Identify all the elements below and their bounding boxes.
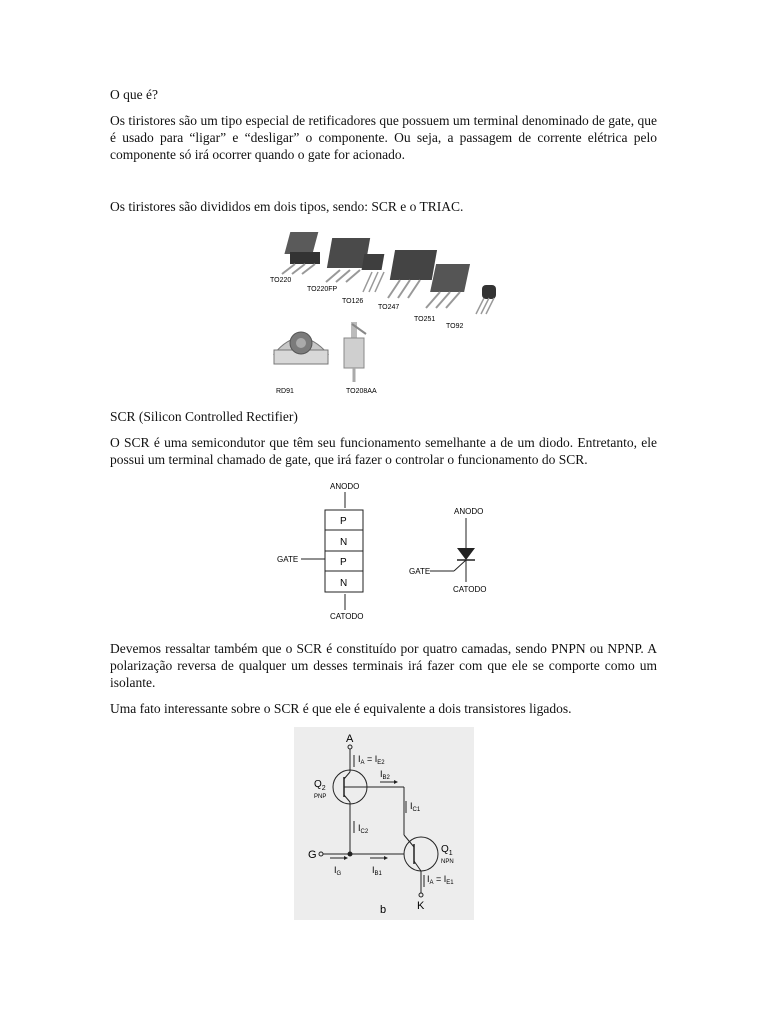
package-label-to247: TO247	[378, 304, 400, 311]
layer-n2: N	[340, 578, 348, 589]
q2-label: Q	[314, 779, 322, 790]
ia-bot-sub: A	[429, 880, 434, 886]
paragraph-types: Os tiristores são divididos em dois tipos, sendo: SCR e o TRIAC.	[110, 199, 464, 214]
ib2-label: I	[380, 769, 383, 779]
package-to92-image	[476, 285, 496, 314]
layers-cathode-label: CATODO	[330, 612, 364, 621]
ib2-sub: B2	[382, 775, 390, 781]
ic1-sub: C1	[412, 807, 421, 813]
paragraph-layers: Devemos ressaltar também que o SCR é constituído por quatro camadas, sendo PNPN ou NPNP. A polarização reversa de qualquer um desses terminais irá fazer com que ele se comporte como um isolante.	[110, 641, 657, 690]
ic2-sub: C2	[360, 829, 369, 835]
paragraph-scr: O SCR é uma semicondutor que têm seu funcionamento semelhante a de um diodo. Entretanto, ele possui um terminal chamado de gate, que irá fazer o controlar o funcionamento do SCR.	[110, 435, 657, 467]
symbol-gate-label: GATE	[409, 567, 431, 576]
package-label-to92: TO92	[446, 323, 464, 330]
package-to247-image	[388, 250, 437, 298]
ib1-sub: B1	[374, 871, 382, 877]
package-label-to251: TO251	[414, 316, 436, 323]
ia-bot-eq-sub: E1	[446, 880, 454, 886]
scr-symbol	[409, 507, 486, 594]
ia-top-label: I	[358, 754, 361, 764]
package-label-to220: TO220	[270, 277, 292, 284]
q1-sub: 1	[448, 850, 453, 857]
package-label-rd91: RD91	[276, 388, 294, 395]
paragraph-intro: Os tiristores são um tipo especial de retificadores que possuem um terminal denominado de gate, que é usado para “ligar” e “desligar” o componente. Ou seja, a passagem de corrente elétrica pelo componente só irá ocorrer quando o gate for acionado.	[110, 113, 657, 162]
node-a-label: A	[346, 733, 354, 745]
ia-top-eq-sub: E2	[377, 760, 385, 766]
q1-type-label: NPN	[441, 859, 454, 865]
symbol-cathode-label: CATODO	[453, 585, 487, 594]
node-k-label: K	[417, 900, 425, 912]
two-transistor-figure	[294, 727, 474, 920]
ig-sub: G	[336, 871, 342, 877]
q1-label: Q	[441, 844, 449, 855]
package-label-to208aa: TO208AA	[346, 388, 377, 395]
ia-top-eq: = I	[364, 754, 378, 764]
package-label-to126: TO126	[342, 298, 364, 305]
heading-scr: SCR (Silicon Controlled Rectifier)	[110, 409, 298, 424]
layers-anode-label: ANODO	[330, 482, 360, 491]
package-to220-image	[282, 232, 320, 274]
package-label-to220fp: TO220FP	[307, 286, 338, 293]
ig-label: I	[334, 865, 337, 875]
ia-bot-eq: = I	[433, 874, 447, 884]
layer-n1: N	[340, 537, 348, 548]
q2-type-label: PNP	[314, 794, 327, 800]
paragraph-fact: Uma fato interessante sobre o SCR é que ele é equivalente a dois transistores ligados.	[110, 701, 572, 716]
symbol-anode-label: ANODO	[454, 507, 484, 516]
figure-caption: b	[380, 904, 387, 916]
package-to208aa-image	[344, 322, 366, 382]
package-rd91-image	[274, 332, 328, 364]
layers-gate-label: GATE	[277, 555, 299, 564]
scr-layers-figure	[275, 478, 490, 626]
ic2-label: I	[358, 823, 361, 833]
ic1-label: I	[410, 801, 413, 811]
q2-sub: 2	[321, 785, 326, 792]
heading-what-is: O que é?	[110, 87, 158, 102]
figure-background	[294, 727, 474, 920]
ia-top-sub: A	[360, 760, 365, 766]
thyristor-packages-figure	[260, 222, 510, 400]
ia-bot-label: I	[427, 874, 430, 884]
package-to126-image	[362, 254, 385, 292]
node-g-label: G	[308, 849, 317, 861]
layer-p1: P	[340, 516, 347, 527]
ib1-label: I	[372, 865, 375, 875]
layer-p2: P	[340, 557, 347, 568]
